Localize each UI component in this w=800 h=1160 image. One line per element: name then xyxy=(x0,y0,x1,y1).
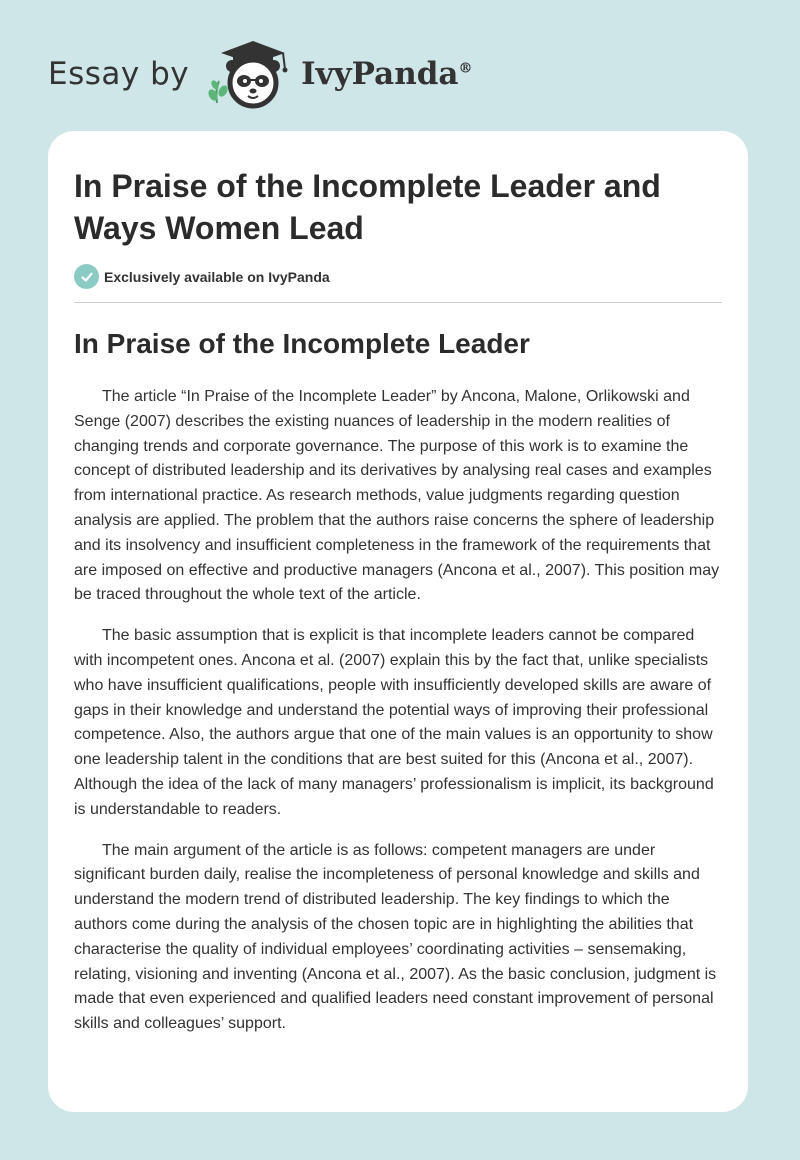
exclusive-badge xyxy=(74,264,330,289)
paragraph: The basic assumption that is explicit is that incomplete leaders cannot be compared with incompetent ones. Ancona et al. (2007) explain this by the fact that, unlike specialists who have insufficient qualifications, people with insufficiently developed skills are aware of gaps in their knowledge and understand the potential ways of improving their professional competence. Also, the authors argue that one of the main values is an opportunity to show one leadership talent in the conditions that are best suited for this (Ancona et al., 2007). Although the idea of the lack of many managers’ professionalism is implicit, its background is understandable to readers. xyxy=(74,627,714,818)
essay-card xyxy=(48,131,748,1112)
section-heading: In Praise of the Incomplete Leader xyxy=(74,328,530,359)
page-title: In Praise of the Incomplete Leader and Ways Women Lead xyxy=(74,168,661,246)
badge-label: Exclusively available on IvyPanda xyxy=(104,268,330,285)
check-icon xyxy=(74,264,99,289)
essay-by-label: Essay by xyxy=(48,56,190,92)
brand-name[interactable]: IvyPanda® xyxy=(301,56,473,92)
registered-mark: ® xyxy=(458,60,473,77)
panda-logo-icon[interactable] xyxy=(203,37,295,111)
divider xyxy=(74,302,722,303)
article-body xyxy=(74,385,724,1053)
site-header xyxy=(48,34,548,114)
paragraph: The article “In Praise of the Incomplete Leader” by Ancona, Malone, Orlikowski and Senge (2007) describes the existing nuances of leadership in the modern realities of changing trends and corporate governance. The purpose of this work is to examine the concept of distributed leadership and its derivatives by analysing real cases and examples from international practice. As research methods, value judgments regarding question analysis are applied. The problem that the authors raise concerns the sphere of leadership and its insolvency and insufficient completeness in the framework of the requirements that are imposed on effective and productive managers (Ancona et al., 2007). This position may be traced throughout the whole text of the article. xyxy=(74,388,720,604)
paragraph: The main argument of the article is as follows: competent managers are under significant burden daily, realise the incompleteness of personal knowledge and skills and understand the modern trend of distributed leadership. The key findings to which the authors come during the analysis of the chosen topic are in highlighting the abilities that characterise the quality of individual employees’ coordinating activities – sensemaking, relating, visioning and inventing (Ancona et al., 2007). As the basic conclusion, judgment is made that even experienced and qualified leaders need constant improvement of personal skills and colleagues’ support. xyxy=(74,841,717,1033)
